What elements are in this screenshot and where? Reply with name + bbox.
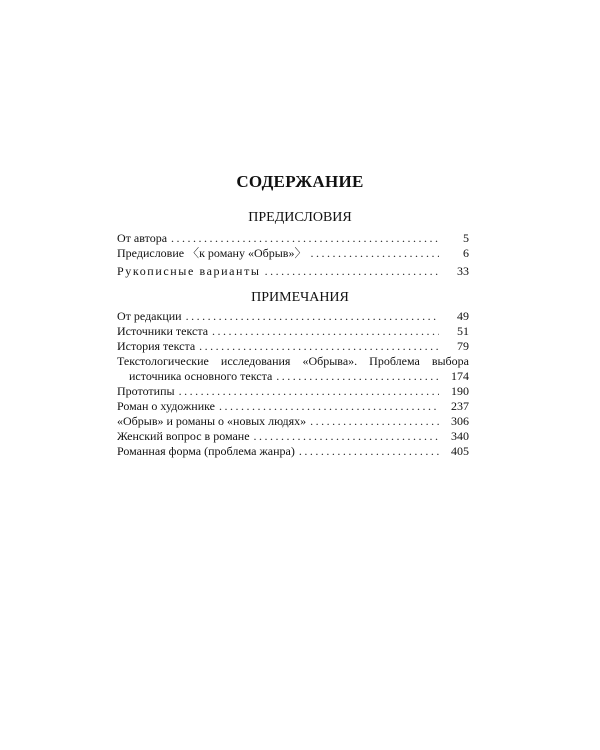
dot-leader	[171, 231, 439, 246]
toc-entry-page: 6	[463, 246, 469, 260]
toc-entry	[117, 399, 469, 414]
dot-leader	[186, 309, 439, 324]
dot-leader	[310, 414, 439, 429]
toc-entry	[117, 444, 469, 459]
toc-entry	[117, 429, 469, 444]
toc-entry-page: 340	[451, 429, 469, 443]
toc-entry-label: Романная форма (проблема жанра)	[117, 444, 295, 458]
dot-leader	[199, 339, 439, 354]
toc-entry-page: 79	[457, 339, 469, 353]
toc-entry-label: Предисловие 〈к роману «Обрыв»〉	[117, 246, 307, 260]
toc-entry-page: 237	[451, 399, 469, 413]
toc-entry-page: 5	[463, 231, 469, 245]
toc-entry	[117, 369, 469, 384]
dot-leader	[179, 384, 439, 399]
toc-entry	[117, 324, 469, 339]
dot-leader	[310, 246, 439, 261]
toc-entry	[117, 309, 469, 324]
dot-leader	[299, 444, 439, 459]
dot-leader	[254, 429, 439, 444]
toc-entry-label: Роман о художнике	[117, 399, 215, 413]
toc-entry	[117, 246, 469, 261]
section-heading-prefaces: ПРЕДИСЛОВИЯ	[248, 210, 352, 225]
dot-leader	[219, 399, 439, 414]
toc-entry	[117, 339, 469, 354]
dot-leader	[276, 369, 439, 384]
toc-entry-page: 306	[451, 414, 469, 428]
toc-list-notes	[117, 309, 469, 459]
toc-entry-label: Источники текста	[117, 324, 209, 338]
toc-list-prefaces	[117, 231, 469, 261]
toc-entry-page: 49	[457, 309, 469, 323]
toc-entry	[117, 231, 469, 246]
toc-entry-label-line2: источника основного текста	[129, 369, 273, 383]
section-heading-notes: ПРИМЕЧАНИЯ	[251, 290, 349, 305]
toc-entry-label-line1: Текстологические исследования «Обрыва». Проблема выбора	[117, 354, 469, 368]
toc-entry-label: От автора	[117, 231, 168, 245]
toc-entry	[117, 264, 469, 279]
toc-entry-label: «Обрыв» и романы о «новых людях»	[117, 414, 307, 428]
toc-entry-label: История текста	[117, 339, 196, 353]
toc-entry-label: Женский вопрос в романе	[117, 429, 250, 443]
toc-list-manuscripts	[117, 264, 469, 279]
toc-title: СОДЕРЖАНИЕ	[236, 172, 364, 191]
toc-entry-label: Рукописные варианты	[117, 264, 261, 278]
toc-entry-page: 190	[451, 384, 469, 398]
toc-entry-label: От редакции	[117, 309, 182, 323]
toc-entry	[117, 414, 469, 429]
toc-entry	[117, 384, 469, 399]
dot-leader	[265, 264, 439, 279]
dot-leader	[212, 324, 439, 339]
toc-entry-page: 405	[451, 444, 469, 458]
toc-entry-page: 174	[451, 369, 469, 383]
toc-entry-page: 51	[457, 324, 469, 338]
toc-entry-page: 33	[457, 264, 469, 278]
toc-entry-label: Прототипы	[117, 384, 175, 398]
